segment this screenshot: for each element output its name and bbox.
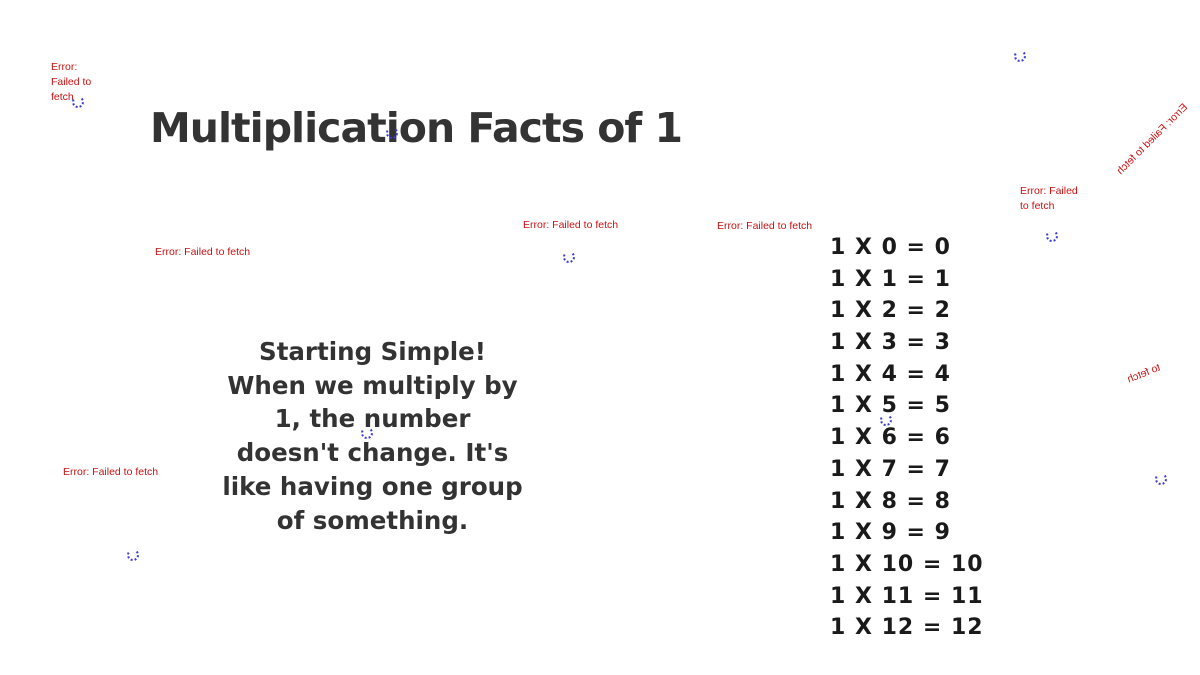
loading-spinner-icon [72, 96, 84, 108]
error-message: Error: Failed to fetch [155, 246, 251, 258]
error-message: Error: Failed to fetch [51, 61, 92, 103]
error-message: Error: Failed to fetch [63, 466, 159, 478]
fact-row: 1 X 1 = 1 [830, 266, 951, 292]
loading-spinner-icon [386, 127, 398, 139]
loading-spinner-icon [880, 414, 892, 426]
page-title: Multiplication Facts of 1 [150, 104, 683, 152]
fact-row: 1 X 4 = 4 [830, 361, 951, 387]
fact-row: 1 X 10 = 10 [830, 551, 984, 577]
loading-spinner-icon [563, 251, 575, 263]
error-message: Error: Failed to fetch [717, 220, 813, 232]
fact-row: 1 X 11 = 11 [830, 583, 984, 609]
error-message: Error: Failed to fetch [523, 219, 619, 231]
fact-row: 1 X 0 = 0 [830, 235, 951, 260]
loading-spinner-icon [1014, 50, 1026, 62]
loading-spinner-icon [1046, 230, 1058, 242]
fact-row: 1 X 9 = 9 [830, 520, 951, 546]
fact-row: 1 X 7 = 7 [830, 456, 951, 482]
loading-spinner-icon [127, 549, 139, 561]
facts-list [830, 232, 984, 644]
error-message: to fetch [1125, 361, 1163, 386]
intro-text: Starting Simple! When we multiply by 1, the number doesn't change. It's like having one group of something. [222, 337, 523, 535]
fact-row: 1 X 8 = 8 [830, 488, 951, 514]
fact-row: 1 X 6 = 6 [830, 425, 951, 451]
error-message: Error: Failed to fetch [1020, 185, 1078, 212]
fact-row: 1 X 2 = 2 [830, 298, 951, 324]
loading-spinner-icon [361, 427, 373, 439]
loading-spinner-icon [1155, 473, 1167, 485]
fact-row: 1 X 3 = 3 [830, 330, 951, 356]
fact-row: 1 X 5 = 5 [830, 393, 951, 419]
fact-row: 1 X 12 = 12 [830, 615, 984, 641]
error-message: Error: Failed to fetch [1114, 101, 1191, 178]
